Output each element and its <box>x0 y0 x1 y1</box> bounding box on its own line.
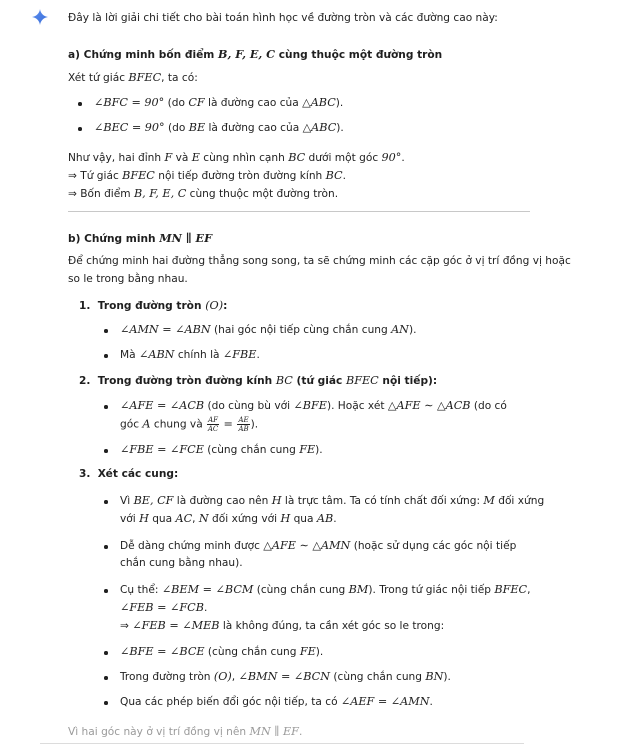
section-a-title: a) Chứng minh bốn điểm B, F, E, C cùng thuộc một đường tròn <box>68 47 443 61</box>
section-a-line3: ⇒ Bốn điểm B, F, E, C cùng thuộc một đường tròn. <box>68 187 339 200</box>
section-b-intro-line1: Để chứng minh hai đường thẳng song song, ta sẽ chứng minh các cặp góc ở vị trí đồng vị hoặc <box>68 255 571 267</box>
section-divider <box>68 211 530 212</box>
step-1-title: 1. Trong đường tròn (O): <box>79 299 228 312</box>
step-2-title: 2. Trong đường tròn đường kính BC (tứ giác BFEC nội tiếp): <box>79 374 438 387</box>
section-a-line1: Như vậy, hai đỉnh F và E cùng nhìn cạnh BC dưới một góc 90°. <box>68 151 405 164</box>
fraction-ae-ab: $\frac{AE}{AB}$ <box>238 416 249 433</box>
input-box-edge <box>40 743 524 744</box>
section-b-title: b) Chứng minh MN ∥ EF <box>68 231 213 245</box>
intro-text: Đây là lời giải chi tiết cho bài toán hình học về đường tròn và các đường cao này: <box>68 12 498 24</box>
sparkle-icon <box>32 9 48 25</box>
section-a-consider: Xét tứ giác BFEC, ta có: <box>68 71 198 84</box>
conclusion-text: Vì hai góc này ở vị trí đồng vị nên MN ∥ EF. <box>68 725 303 738</box>
fraction-af-ac: $\frac{AF}{AC}$ <box>207 416 219 433</box>
section-a-line2: ⇒ Tứ giác BFEC nội tiếp đường tròn đường kính BC. <box>68 169 346 182</box>
step-3-title: 3. Xét các cung: <box>79 468 179 480</box>
section-b-intro-line2: so le trong bằng nhau. <box>68 273 188 285</box>
